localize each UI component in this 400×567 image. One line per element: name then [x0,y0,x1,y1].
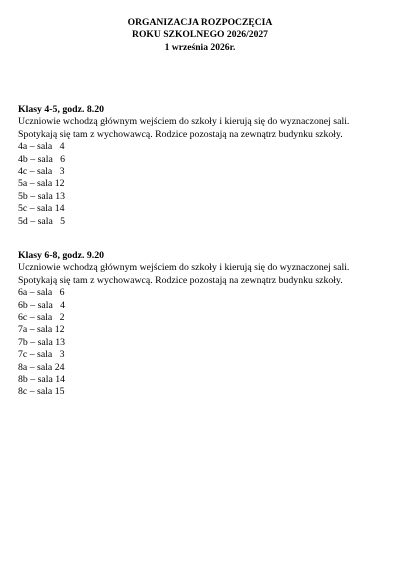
room-item-4b: 4b – sala 6 [18,153,66,165]
room-item-8a: 8a – sala 24 [18,361,65,373]
room-item-6a: 6a – sala 6 [18,287,65,299]
room-item-6c: 6c – sala 2 [18,312,65,324]
header-title-line-2: ROKU SZKOLNEGO 2026/2027 [132,29,268,41]
header-date: 1 września 2026r. [164,41,236,53]
room-item-5b: 5b – sala 13 [18,190,66,202]
section-grades-4-5 [18,104,384,228]
room-item-7b: 7b – sala 13 [18,336,66,348]
document-header [0,17,400,54]
room-item-6b: 6b – sala 4 [18,299,66,311]
room-item-7a: 7a – sala 12 [18,324,65,336]
room-item-8b: 8b – sala 14 [18,374,66,386]
room-item-8c: 8c – sala 15 [18,386,65,398]
section-title: Klasy 4-5, godz. 8.20 [18,104,104,115]
room-list [18,141,384,228]
room-item-5d: 5d – sala 5 [18,215,66,227]
room-list [18,287,384,399]
section-instructions: Uczniowie wchodzą głównym wejściem do szkoły i kierują się do wyznaczonej sali. Spotykają się tam z wychowawcą. Rodzice pozostają na zewnątrz budynku szkoły. [18,262,350,286]
header-title-line-1: ORGANIZACJA ROZPOCZĘCIA [127,17,273,28]
section-instructions: Uczniowie wchodzą głównym wejściem do szkoły i kierują się do wyznaczonej sali. Spotykają się tam z wychowawcą. Rodzice pozostają na zewnątrz budynku szkoły. [18,116,350,140]
room-item-4a: 4a – sala 4 [18,141,65,153]
section-title: Klasy 6-8, godz. 9.20 [18,250,104,261]
room-item-5c: 5c – sala 14 [18,203,65,215]
room-item-4c: 4c – sala 3 [18,166,65,178]
room-item-7c: 7c – sala 3 [18,349,65,361]
section-grades-6-8 [18,250,384,399]
room-item-5a: 5a – sala 12 [18,178,65,190]
